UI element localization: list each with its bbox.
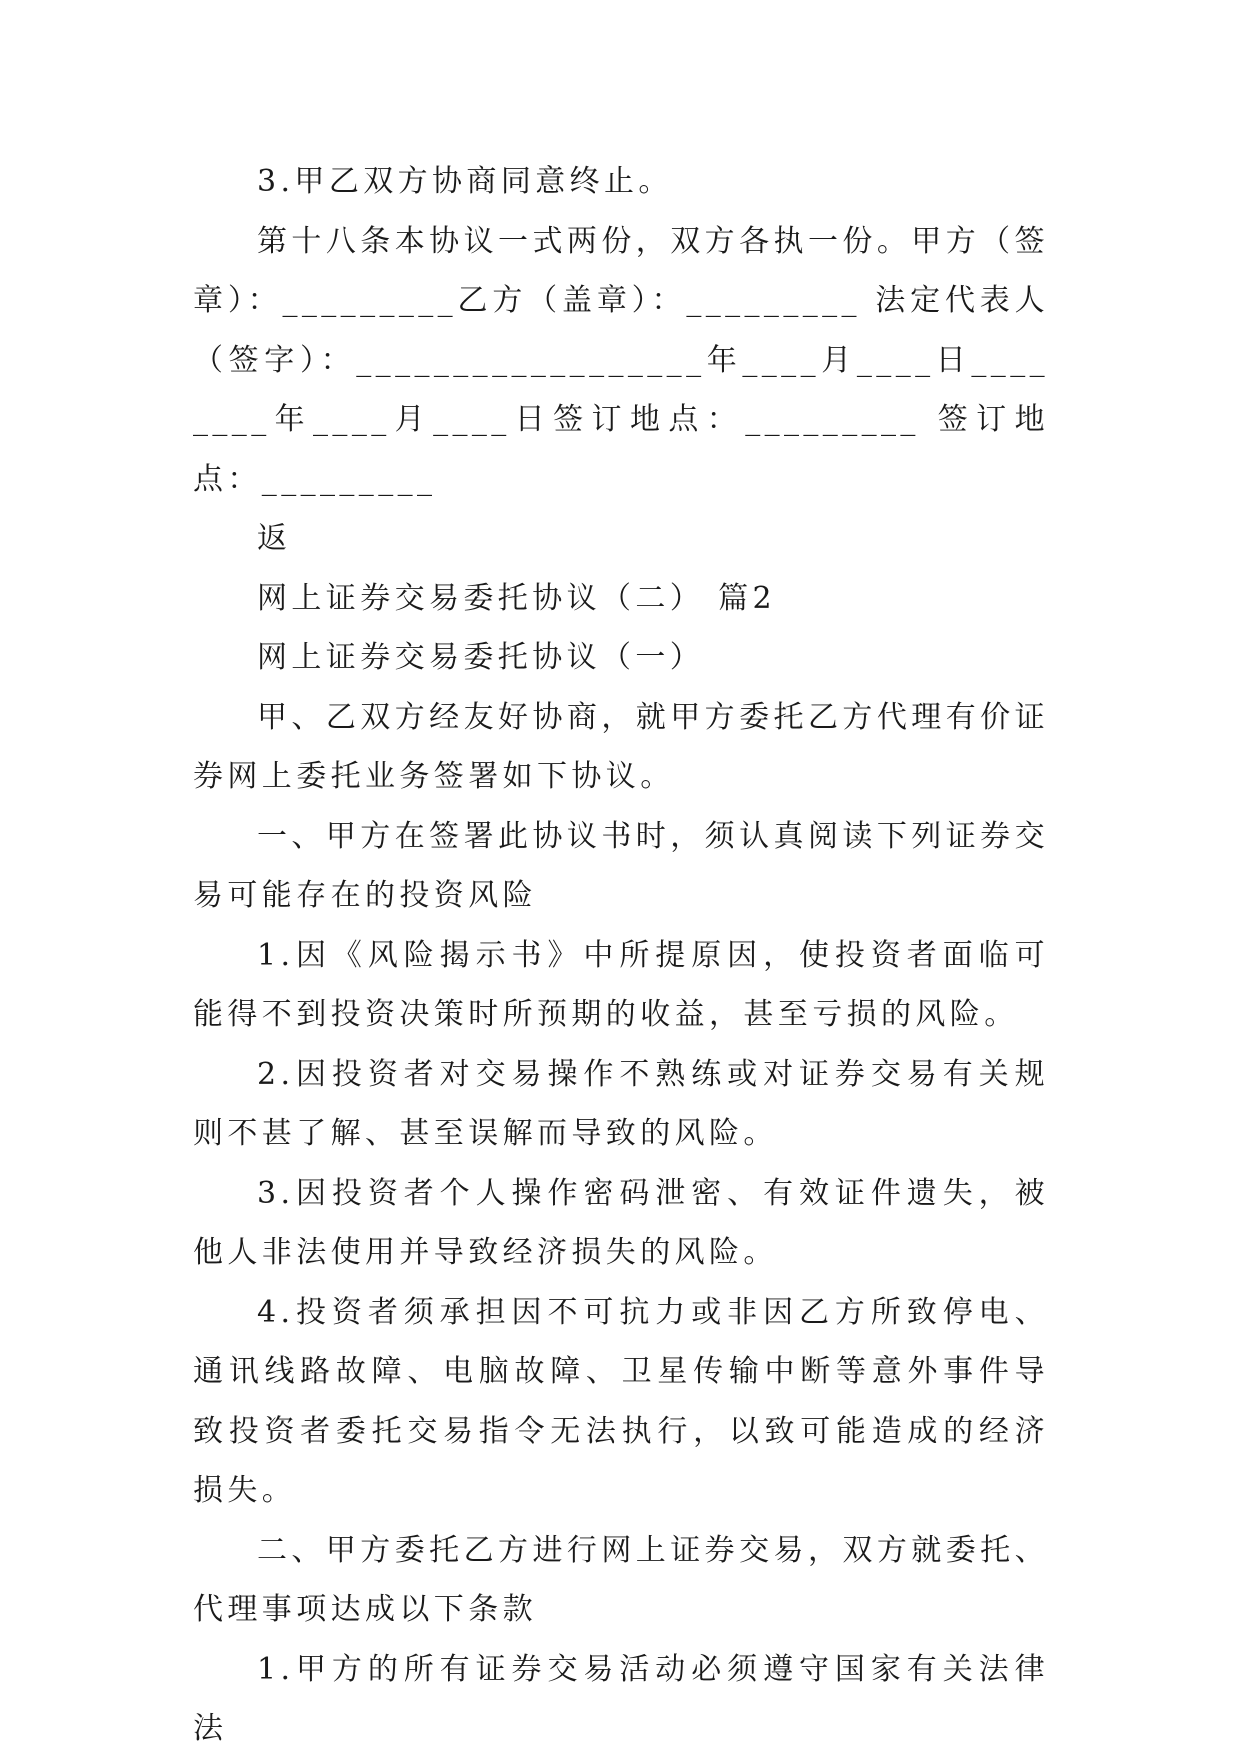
- paragraph-terms-intro: 二、甲方委托乙方进行网上证券交易，双方就委托、代理事项达成以下条款: [193, 1532, 1049, 1627]
- paragraph-section-heading-2: 网上证券交易委托协议（二） 篇2: [257, 580, 777, 616]
- paragraph-termination-clause: 3.甲乙双方协商同意终止。: [257, 164, 673, 199]
- paragraph-signature-block: 第十八条本协议一式两份，双方各执一份。甲方（签章）：_________乙方（盖章）：_________ 法定代表人（签字）：__________________年____月____日________年____月____日签订地点：_________ 签订地点：_________: [193, 223, 1049, 497]
- paragraph-risk-intro: 一、甲方在签署此协议书时，须认真阅读下列证券交易可能存在的投资风险: [193, 818, 1049, 913]
- paragraph-risk-2: 2.因投资者对交易操作不熟练或对证券交易有关规则不甚了解、甚至误解而导致的风险。: [193, 1056, 1049, 1151]
- paragraph-risk-4: 4.投资者须承担因不可抗力或非因乙方所致停电、通讯线路故障、电脑故障、卫星传输中断等意外事件导致投资者委托交易指令无法执行，以致可能造成的经济损失。: [193, 1294, 1049, 1508]
- document-page: [193, 152, 1049, 1759]
- paragraph-return-link[interactable]: 返: [257, 521, 292, 556]
- paragraph-risk-1: 1.因《风险揭示书》中所提原因，使投资者面临可能得不到投资决策时所预期的收益，甚至亏损的风险。: [193, 937, 1049, 1032]
- paragraph-risk-3: 3.因投资者个人操作密码泄密、有效证件遗失，被他人非法使用并导致经济损失的风险。: [193, 1175, 1049, 1270]
- paragraph-preamble: 甲、乙双方经友好协商，就甲方委托乙方代理有价证券网上委托业务签署如下协议。: [193, 699, 1049, 794]
- paragraph-term-1: 1.甲方的所有证券交易活动必须遵守国家有关法律法: [193, 1651, 1049, 1746]
- paragraph-agreement-title: 网上证券交易委托协议（一）: [257, 640, 705, 675]
